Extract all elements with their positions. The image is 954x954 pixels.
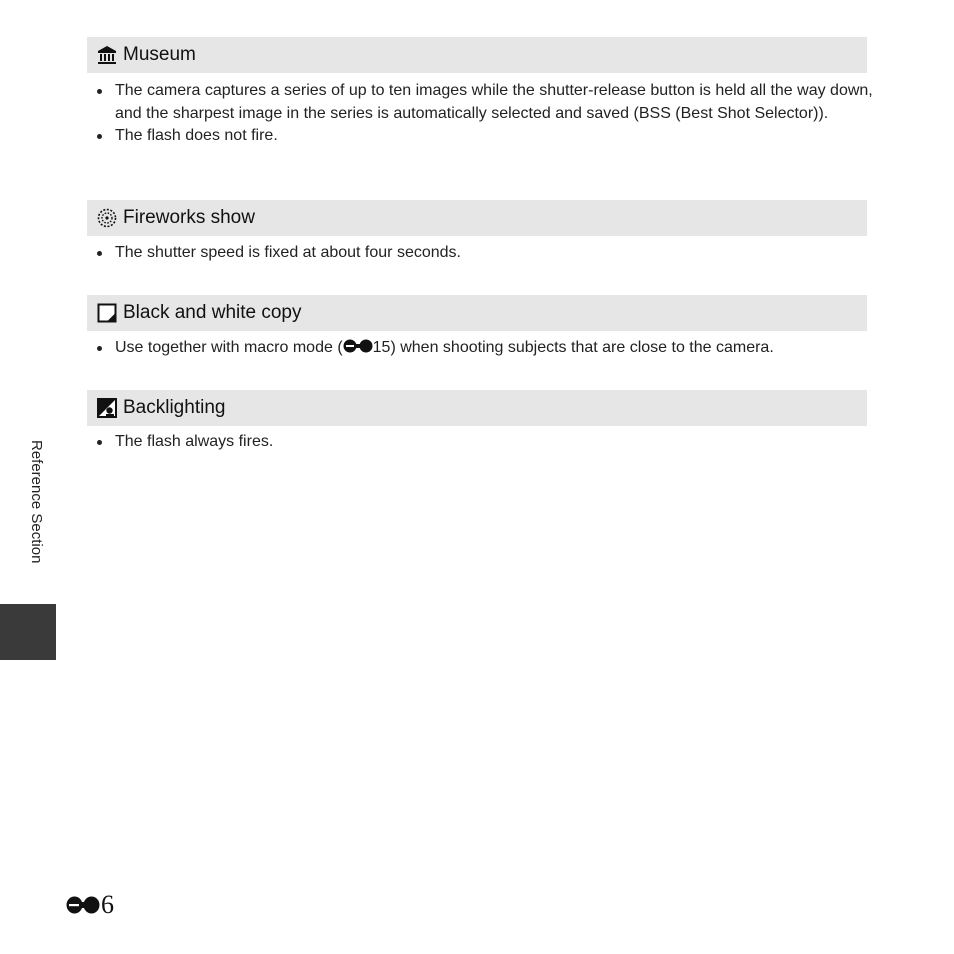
bullet-item: The flash always fires. (87, 431, 885, 454)
reference-e-icon (343, 339, 373, 353)
section-header (87, 37, 867, 73)
section-title: Museum (123, 44, 196, 65)
section-title: Fireworks show (123, 207, 255, 228)
page-number (66, 890, 114, 920)
bullet-list (87, 80, 873, 148)
sidebar-tab-marker (0, 604, 56, 660)
section-title: Backlighting (123, 397, 226, 418)
black-and-white-copy-icon (97, 303, 117, 323)
bullet-item: The camera captures a series of up to ten images while the shutter-release button is held all the way down, and the sharpest image in the series is automatically selected and saved (BSS (Best Shot Selector)). (87, 80, 885, 125)
bullet-list (87, 431, 867, 454)
museum-icon (97, 45, 117, 65)
reference-e-icon (66, 895, 100, 915)
section-header (87, 295, 867, 331)
section-black-and-white-copy (87, 295, 867, 360)
bullet-item: The shutter speed is fixed at about four seconds. (87, 242, 885, 265)
section-title: Black and white copy (123, 302, 302, 323)
fireworks-icon (97, 208, 117, 228)
bullet-list (87, 242, 867, 265)
reference-page-link[interactable]: 15 (372, 339, 391, 356)
bullet-text: ) when shooting subjects that are close to the camera. (390, 339, 774, 356)
section-backlighting (87, 390, 867, 454)
bullet-list (87, 337, 867, 360)
bullet-item: The flash does not fire. (87, 125, 885, 148)
sidebar-section-label: Reference Section (28, 440, 45, 564)
backlighting-icon (97, 398, 117, 418)
section-header (87, 200, 867, 236)
bullet-text: Use together with macro mode ( (115, 339, 343, 356)
page-number-value: 6 (101, 890, 114, 919)
section-fireworks-show (87, 200, 867, 265)
bullet-item (87, 337, 885, 360)
section-header (87, 390, 867, 426)
section-museum (87, 37, 873, 148)
